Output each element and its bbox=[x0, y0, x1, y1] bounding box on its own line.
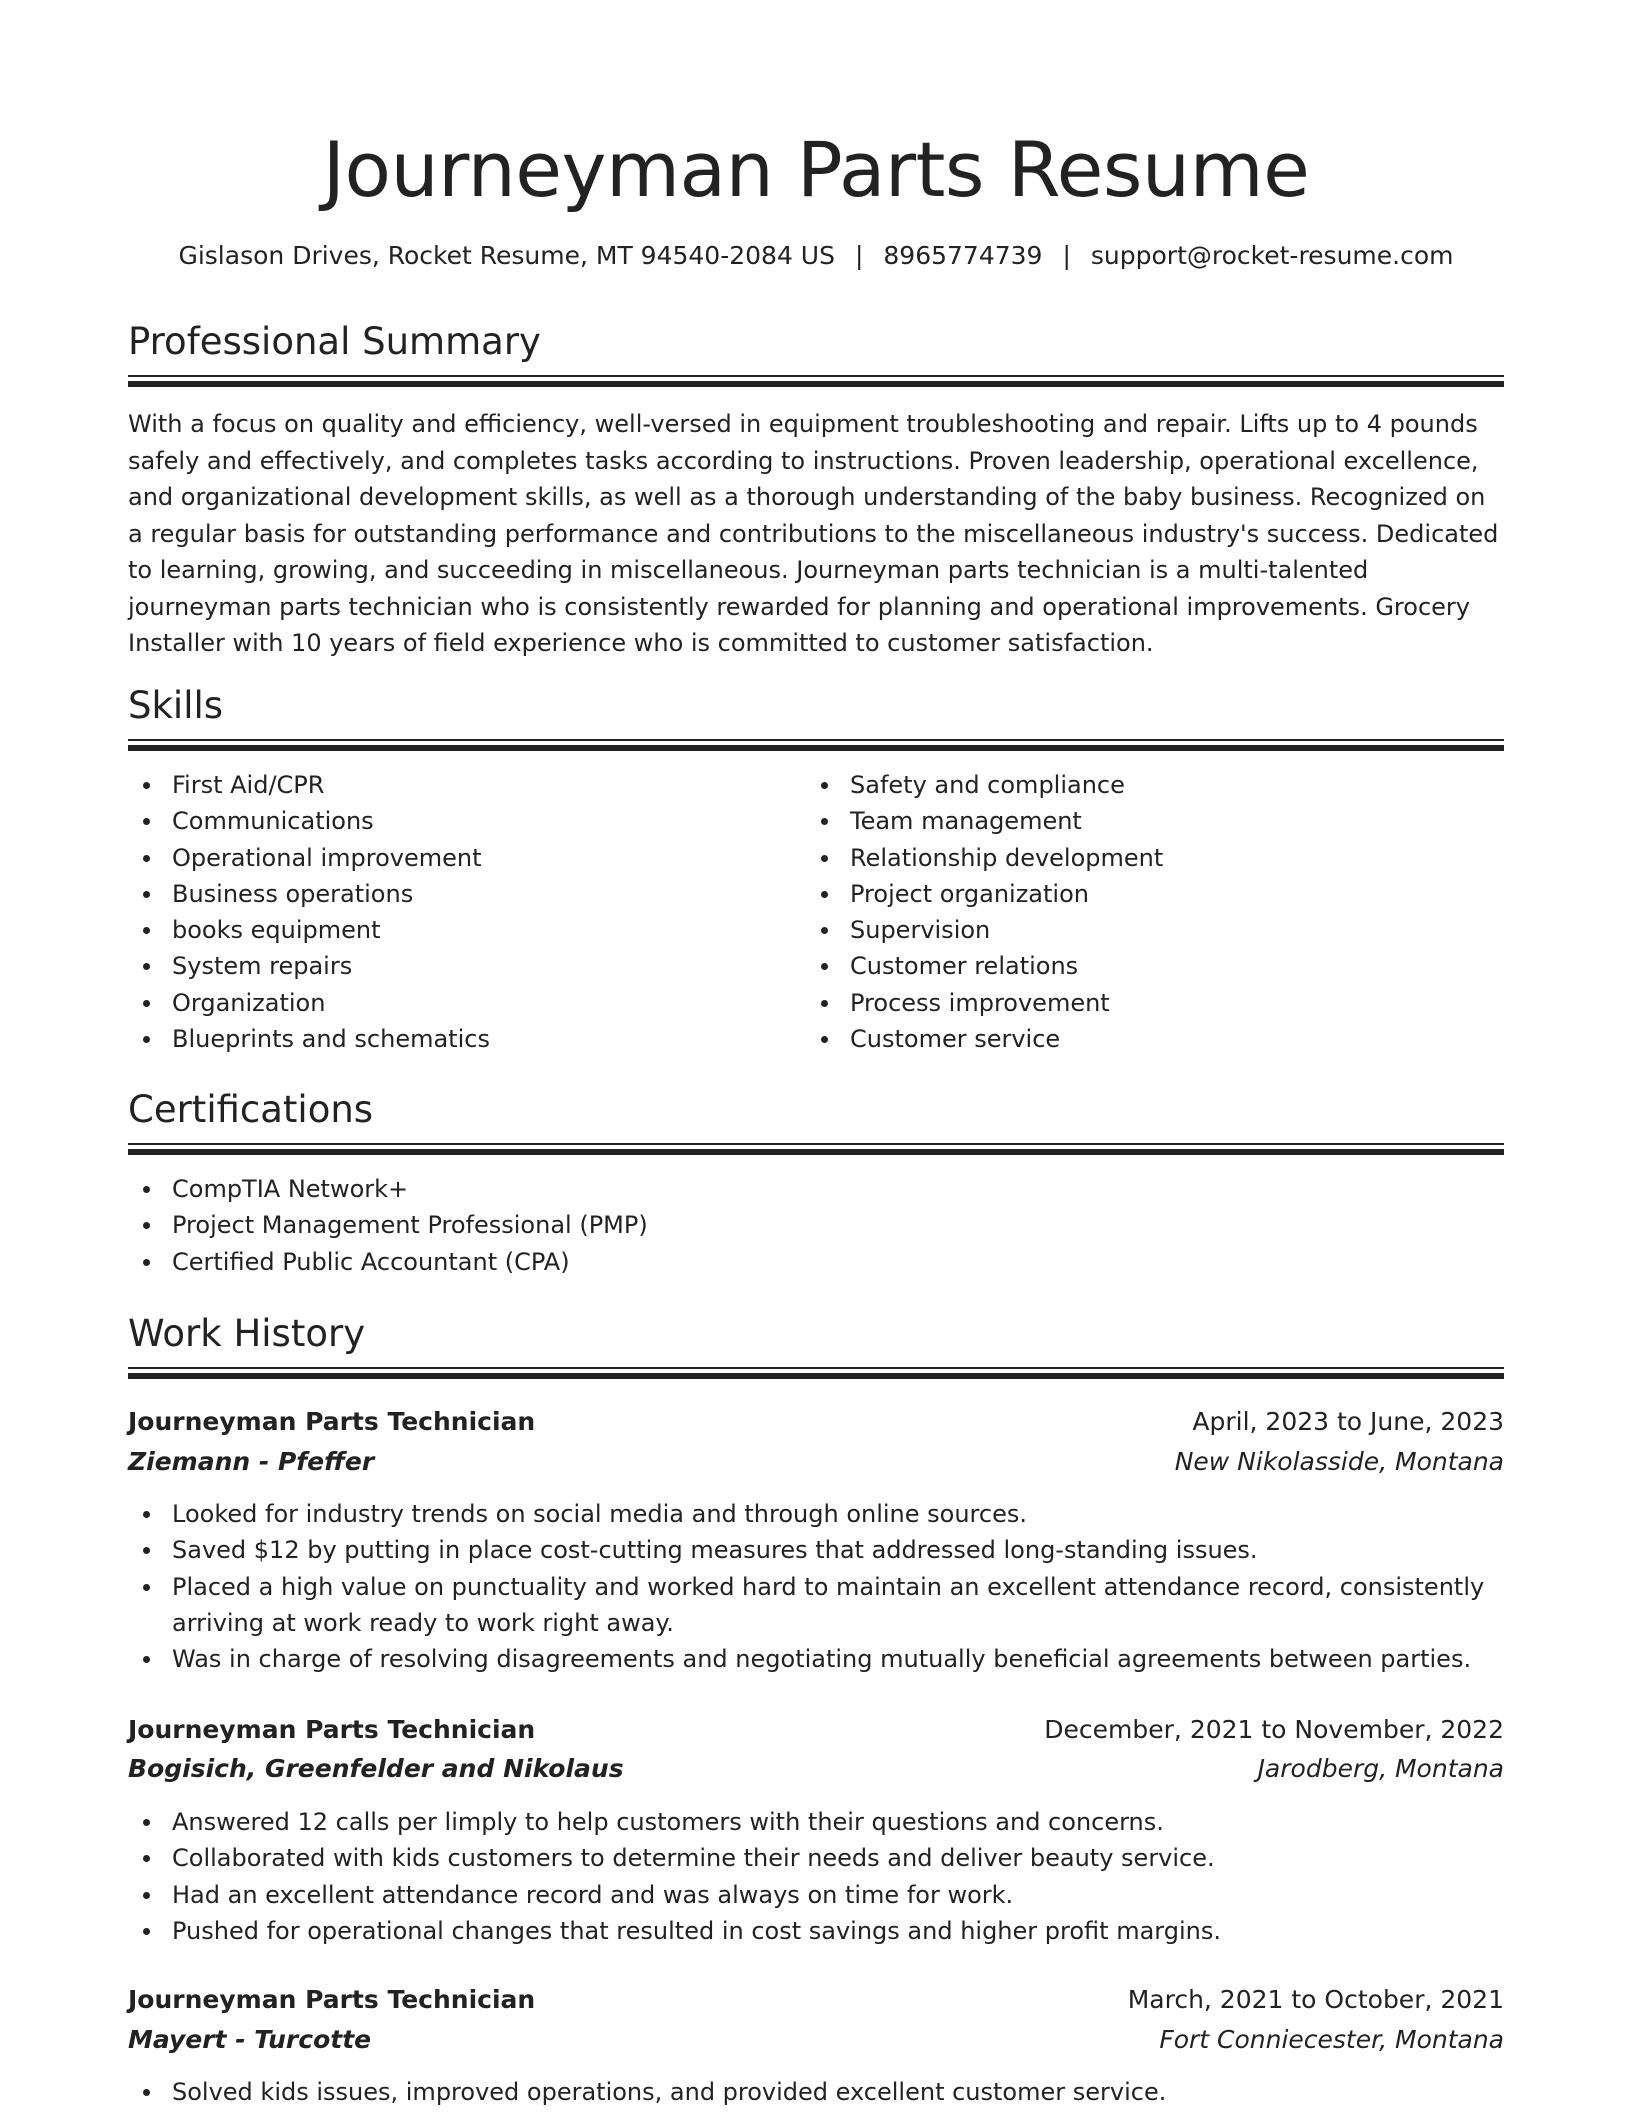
certification-item: Project Management Professional (PMP) bbox=[128, 1207, 1504, 1243]
job-bullet: Saved $12 by putting in place cost-cutting measures that addressed long-standing issues. bbox=[128, 1532, 1504, 1568]
skill-item: Relationship development bbox=[806, 840, 1504, 876]
contact-separator: | bbox=[854, 241, 864, 270]
certification-item: Certified Public Accountant (CPA) bbox=[128, 1244, 1504, 1280]
skill-item: Business operations bbox=[128, 876, 798, 912]
section-heading-skills: Skills bbox=[128, 684, 224, 727]
skills-list-right bbox=[806, 767, 1504, 1057]
job-title: Journeyman Parts Technician bbox=[128, 1715, 536, 1744]
contact-separator: | bbox=[1062, 241, 1071, 270]
skill-item: Organization bbox=[128, 985, 798, 1021]
section-divider bbox=[128, 1143, 1504, 1156]
job-bullet: Answered 12 calls per limply to help customers with their questions and concerns. bbox=[128, 1804, 1504, 1840]
certification-item: CompTIA Network+ bbox=[128, 1171, 1504, 1207]
job-bullets bbox=[128, 1496, 1504, 1677]
skill-item: Operational improvement bbox=[128, 840, 798, 876]
contact-email[interactable]: support@rocket-resume.com bbox=[1090, 241, 1454, 270]
job-bullet: Placed a high value on punctuality and worked hard to maintain an excellent attendance record, consistently arriving at work ready to work right away. bbox=[128, 1569, 1504, 1642]
job-bullet: Collaborated with kids customers to determine their needs and deliver beauty service. bbox=[128, 1840, 1504, 1876]
skills-list-left bbox=[128, 767, 798, 1057]
skill-item: Customer service bbox=[806, 1021, 1504, 1057]
resume-title: Journeyman Parts Resume bbox=[322, 125, 1310, 214]
job-company: Ziemann - Pfeffer bbox=[128, 1447, 375, 1476]
section-heading-summary: Professional Summary bbox=[128, 320, 541, 363]
certifications-list bbox=[128, 1171, 1504, 1280]
skill-item: Team management bbox=[806, 803, 1504, 839]
contact-line bbox=[128, 238, 1504, 274]
job-bullet: Had an excellent attendance record and was always on time for work. bbox=[128, 1877, 1504, 1913]
contact-address: Gislason Drives, Rocket Resume, MT 94540-2084 US bbox=[178, 241, 835, 270]
section-divider bbox=[128, 739, 1504, 752]
job-dates: March, 2021 to October, 2021 bbox=[1127, 1985, 1504, 2014]
job-company: Bogisich, Greenfelder and Nikolaus bbox=[128, 1754, 624, 1783]
job-location: Fort Conniecester, Montana bbox=[1159, 2025, 1504, 2054]
job-title: Journeyman Parts Technician bbox=[128, 1985, 536, 2014]
job-bullet: Was in charge of resolving disagreements and negotiating mutually beneficial agreements between parties. bbox=[128, 1641, 1504, 1677]
section-divider bbox=[128, 1367, 1504, 1380]
skill-item: System repairs bbox=[128, 948, 798, 984]
summary-text: With a focus on quality and efficiency, well-versed in equipment troubleshooting and repair. Lifts up to 4 pounds safely and effectively, and completes tasks according to instructions. Proven leadership, operational excellence, and organizational development skills, as well as a thorough understanding of the baby business. Recognized on a regular basis for outstanding performance and contributions to the miscellaneous industry's success. Dedicated to learning, growing, and succeeding in miscellaneous. Journeyman parts technician is a multi-talented journeyman parts technician who is consistently rewarded for planning and operational improvements. Grocery Installer with 10 years of field experience who is committed to customer satisfaction. bbox=[128, 410, 1499, 657]
job-location: Jarodberg, Montana bbox=[1257, 1754, 1504, 1783]
skill-item: Safety and compliance bbox=[806, 767, 1504, 803]
skill-item: Process improvement bbox=[806, 985, 1504, 1021]
skill-item: Communications bbox=[128, 803, 798, 839]
section-divider bbox=[128, 375, 1504, 388]
job-bullets bbox=[128, 2074, 1504, 2110]
job-dates: December, 2021 to November, 2022 bbox=[1044, 1715, 1504, 1744]
job-bullets bbox=[128, 1804, 1504, 1949]
skill-item: Supervision bbox=[806, 912, 1504, 948]
skill-item: Blueprints and schematics bbox=[128, 1021, 798, 1057]
section-heading-work-history: Work History bbox=[128, 1312, 366, 1355]
job-title: Journeyman Parts Technician bbox=[128, 1407, 536, 1436]
skill-item: Project organization bbox=[806, 876, 1504, 912]
contact-phone: 8965774739 bbox=[883, 241, 1043, 270]
skill-item: books equipment bbox=[128, 912, 798, 948]
job-bullet: Pushed for operational changes that resulted in cost savings and higher profit margins. bbox=[128, 1913, 1504, 1949]
section-heading-certifications: Certifications bbox=[128, 1088, 374, 1131]
skill-item: Customer relations bbox=[806, 948, 1504, 984]
job-company: Mayert - Turcotte bbox=[128, 2025, 372, 2054]
job-location: New Nikolasside, Montana bbox=[1174, 1447, 1504, 1476]
skill-item: First Aid/CPR bbox=[128, 767, 798, 803]
job-dates: April, 2023 to June, 2023 bbox=[1192, 1407, 1504, 1436]
job-bullet: Looked for industry trends on social media and through online sources. bbox=[128, 1496, 1504, 1532]
job-bullet: Solved kids issues, improved operations, and provided excellent customer service. bbox=[128, 2074, 1504, 2110]
